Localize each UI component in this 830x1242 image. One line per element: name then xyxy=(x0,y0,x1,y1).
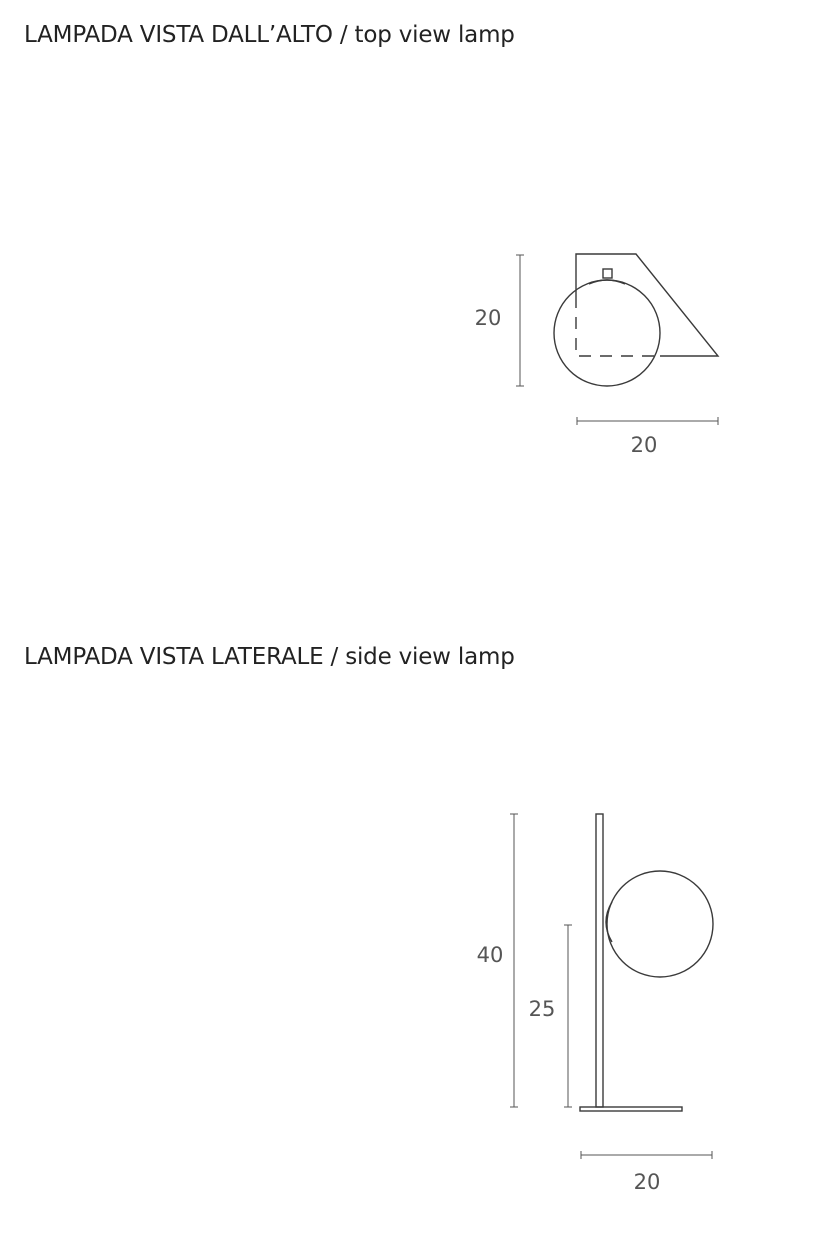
width-dimension xyxy=(577,417,718,457)
stem-section xyxy=(603,269,612,278)
side-width-label: 20 xyxy=(633,1170,661,1194)
height-dimension xyxy=(475,255,524,386)
side-view-title: LAMPADA VISTA LATERALE / side view lamp xyxy=(24,644,515,670)
width-dimension xyxy=(581,1151,712,1194)
lamp-base-plate xyxy=(580,1107,682,1111)
top-view-drawing xyxy=(0,230,830,480)
globe-height-label: 25 xyxy=(528,997,556,1021)
top-view-title: LAMPADA VISTA DALL’ALTO / top view lamp xyxy=(24,22,515,48)
globe-outline xyxy=(607,871,713,977)
side-view-drawing xyxy=(0,790,830,1210)
globe-height-dimension xyxy=(529,925,572,1107)
globe-outline xyxy=(554,280,660,386)
total-height-label: 40 xyxy=(476,943,504,967)
lamp-base-outline xyxy=(576,254,718,356)
total-height-dimension xyxy=(477,814,518,1107)
globe-holder xyxy=(589,280,625,284)
lamp-stem xyxy=(596,814,603,1107)
height-dimension-label: 20 xyxy=(474,306,502,330)
width-dimension-label: 20 xyxy=(630,433,658,457)
